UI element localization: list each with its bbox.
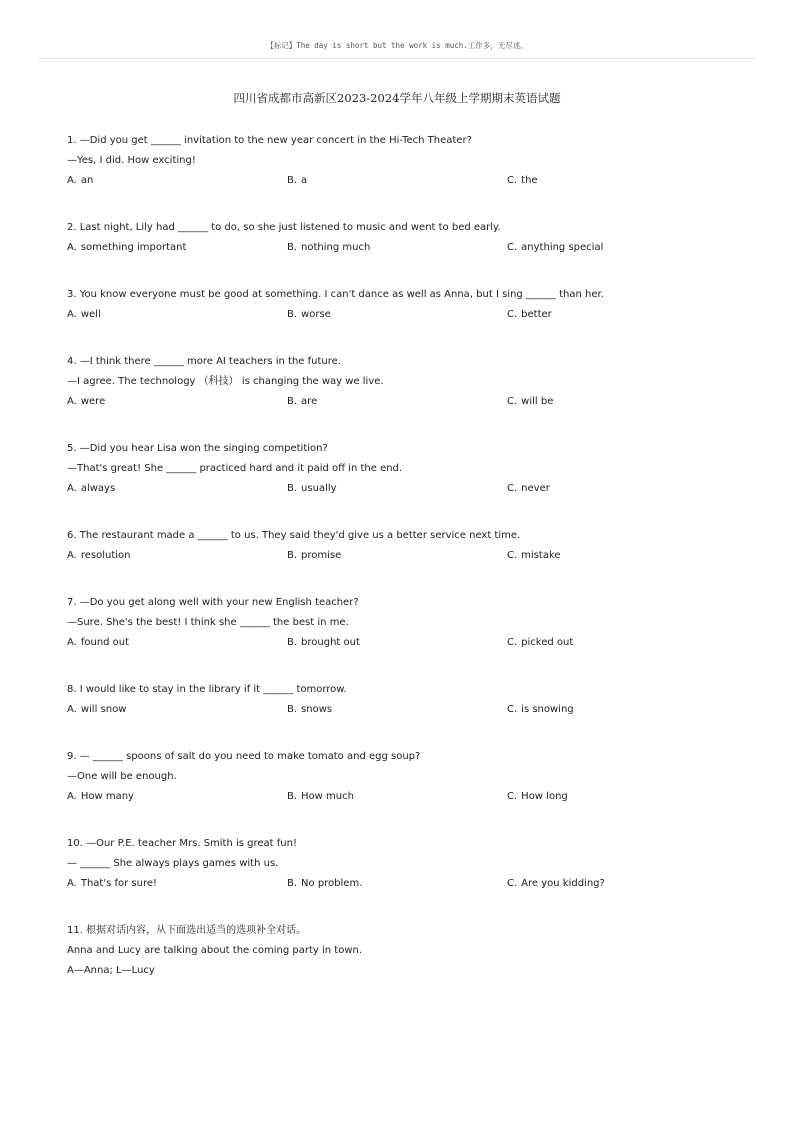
- option-text: worse: [301, 309, 331, 320]
- question-11: [67, 921, 747, 981]
- option-text: found out: [80, 637, 130, 648]
- answer-options: [67, 392, 747, 412]
- option-letter: B.: [287, 175, 298, 186]
- option-text: snows: [301, 704, 333, 715]
- option-text: will be: [521, 396, 554, 407]
- option-c: [507, 633, 573, 653]
- option-text: How many: [80, 791, 134, 802]
- question-stem: 10. —Our P.E. teacher Mrs. Smith is great fun!: [67, 838, 297, 849]
- option-text: the: [521, 175, 538, 186]
- option-letter: B.: [287, 396, 298, 407]
- header-divider: [38, 58, 756, 59]
- answer-options: [67, 787, 747, 807]
- answer-options: [67, 874, 747, 894]
- answer-options: [67, 305, 747, 325]
- option-letter: A.: [67, 704, 77, 715]
- answer-options: [67, 238, 747, 258]
- question-8: [67, 680, 747, 720]
- option-letter: C.: [507, 309, 518, 320]
- question-stem: 11. 根据对话内容，从下面选出适当的选项补全对话。: [67, 925, 307, 936]
- option-text: usually: [301, 483, 337, 494]
- option-letter: A.: [67, 791, 77, 802]
- question-stem: 3. You know everyone must be good at something. I can't dance as well as Anna, but I sing ______ than her.: [67, 289, 604, 300]
- option-letter: C.: [507, 637, 518, 648]
- question-6: [67, 526, 747, 566]
- answer-options: [67, 700, 747, 720]
- question-stem: 4. —I think there ______ more AI teachers in the future.: [67, 356, 341, 367]
- option-letter: A.: [67, 483, 77, 494]
- question-instruction-line: A—Anna; L—Lucy: [67, 965, 155, 976]
- option-text: Are you kidding?: [521, 878, 605, 889]
- option-c: [507, 479, 550, 499]
- answer-options: [67, 633, 747, 653]
- option-b: [287, 305, 507, 325]
- question-stem: 7. —Do you get along well with your new English teacher?: [67, 597, 359, 608]
- option-text: mistake: [521, 550, 561, 561]
- option-text: well: [80, 309, 101, 320]
- option-c: [507, 171, 538, 191]
- question-stem: 6. The restaurant made a ______ to us. They said they'd give us a better service next time.: [67, 530, 521, 541]
- question-4: [67, 352, 747, 412]
- option-a: [67, 633, 287, 653]
- option-letter: A.: [67, 878, 77, 889]
- question-stem: 8. I would like to stay in the library if it ______ tomorrow.: [67, 684, 347, 695]
- option-text: How long: [521, 791, 568, 802]
- option-a: [67, 700, 287, 720]
- option-a: [67, 546, 287, 566]
- option-letter: A.: [67, 175, 77, 186]
- answer-options: [67, 171, 747, 191]
- option-text: always: [80, 483, 116, 494]
- question-stem: 5. —Did you hear Lisa won the singing competition?: [67, 443, 328, 454]
- option-a: [67, 238, 287, 258]
- question-dialogue-line: —Sure. She's the best! I think she ______ the best in me.: [67, 617, 349, 628]
- option-b: [287, 238, 507, 258]
- option-letter: C.: [507, 396, 518, 407]
- option-letter: B.: [287, 791, 298, 802]
- question-dialogue-line: —I agree. The technology （科技） is changing the way we live.: [67, 376, 384, 387]
- question-1: [67, 131, 747, 191]
- option-c: [507, 700, 574, 720]
- question-stem: 1. —Did you get ______ invitation to the new year concert in the Hi-Tech Theater?: [67, 135, 472, 146]
- question-dialogue-line: — ______ She always plays games with us.: [67, 858, 279, 869]
- option-text: How much: [301, 791, 354, 802]
- option-letter: A.: [67, 396, 77, 407]
- option-text: anything special: [521, 242, 604, 253]
- question-dialogue-line: —Yes, I did. How exciting!: [67, 155, 196, 166]
- option-b: [287, 171, 507, 191]
- option-a: [67, 171, 287, 191]
- option-text: picked out: [521, 637, 574, 648]
- question-dialogue-line: —That's great! She ______ practiced hard and it paid off in the end.: [67, 463, 403, 474]
- option-text: nothing much: [301, 242, 371, 253]
- option-letter: B.: [287, 309, 298, 320]
- option-b: [287, 787, 507, 807]
- option-letter: C.: [507, 878, 518, 889]
- option-a: [67, 305, 287, 325]
- option-text: are: [301, 396, 318, 407]
- option-a: [67, 392, 287, 412]
- option-letter: A.: [67, 242, 77, 253]
- question-3: [67, 285, 747, 325]
- question-stem: 9. — ______ spoons of salt do you need to make tomato and egg soup?: [67, 751, 421, 762]
- option-text: is snowing: [521, 704, 574, 715]
- option-letter: C.: [507, 242, 518, 253]
- option-text: resolution: [80, 550, 131, 561]
- option-text: That's for sure!: [80, 878, 158, 889]
- option-letter: C.: [507, 791, 518, 802]
- option-text: a: [301, 175, 308, 186]
- option-text: were: [80, 396, 106, 407]
- option-letter: B.: [287, 483, 298, 494]
- question-instruction-line: Anna and Lucy are talking about the coming party in town.: [67, 945, 363, 956]
- option-b: [287, 633, 507, 653]
- option-a: [67, 479, 287, 499]
- option-c: [507, 546, 561, 566]
- option-letter: C.: [507, 550, 518, 561]
- option-c: [507, 238, 603, 258]
- document-title: 四川省成都市高新区2023-2024学年八年级上学期期末英语试题: [233, 91, 561, 105]
- option-letter: B.: [287, 704, 298, 715]
- question-2: [67, 218, 747, 258]
- option-text: an: [80, 175, 94, 186]
- option-b: [287, 874, 507, 894]
- option-text: never: [521, 483, 550, 494]
- option-a: [67, 787, 287, 807]
- option-c: [507, 787, 568, 807]
- option-b: [287, 546, 507, 566]
- question-10: [67, 834, 747, 894]
- option-b: [287, 479, 507, 499]
- option-letter: B.: [287, 637, 298, 648]
- question-dialogue-line: —One will be enough.: [67, 771, 177, 782]
- option-text: brought out: [301, 637, 360, 648]
- option-letter: C.: [507, 483, 518, 494]
- option-letter: B.: [287, 550, 298, 561]
- option-letter: A.: [67, 637, 77, 648]
- option-c: [507, 392, 553, 412]
- question-stem: 2. Last night, Lily had ______ to do, so she just listened to music and went to bed early.: [67, 222, 501, 233]
- option-b: [287, 700, 507, 720]
- option-text: will snow: [80, 704, 127, 715]
- option-text: something important: [80, 242, 187, 253]
- option-text: better: [521, 309, 552, 320]
- answer-options: [67, 479, 747, 499]
- option-letter: A.: [67, 550, 77, 561]
- option-letter: C.: [507, 175, 518, 186]
- option-letter: B.: [287, 878, 298, 889]
- question-5: [67, 439, 747, 499]
- header-note: 【标记】The day is short but the work is much.工作多，无尽述。: [266, 41, 528, 50]
- option-letter: C.: [507, 704, 518, 715]
- option-b: [287, 392, 507, 412]
- option-letter: B.: [287, 242, 298, 253]
- answer-options: [67, 546, 747, 566]
- question-9: [67, 747, 747, 807]
- option-text: No problem.: [301, 878, 363, 889]
- option-letter: A.: [67, 309, 77, 320]
- question-list: [67, 131, 747, 981]
- option-a: [67, 874, 287, 894]
- option-text: promise: [301, 550, 342, 561]
- option-c: [507, 305, 552, 325]
- option-c: [507, 874, 605, 894]
- question-7: [67, 593, 747, 653]
